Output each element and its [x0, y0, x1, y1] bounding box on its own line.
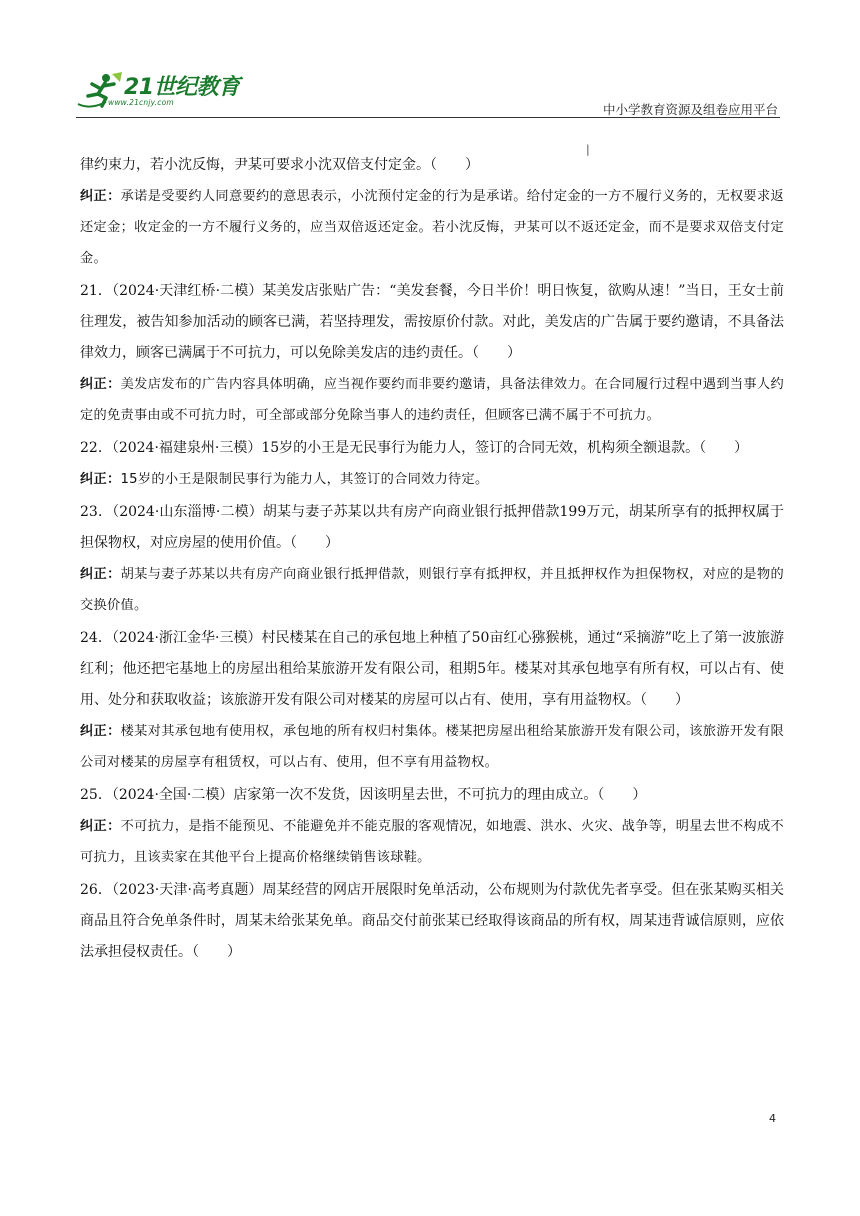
correction	[80, 464, 784, 495]
correction-text: 不可抗力，是指不能预见、不能避免并不能克服的客观情况，如地震、洪水、火灾、战争等，明星去世不构成不可抗力，且该卖家在其他平台上提高价格继续销售该球鞋。	[80, 819, 784, 865]
question-26: 26．（2023·天津·高考真题）周某经营的网店开展限时免单活动，公布规则为付款优先者享受。但在张某购买相关商品且符合免单条件时，周某未给张某免单。商品交付前张某已经取得该商品的所有权，周某违背诚信原则，应依法承担侵权责任。（ ）	[80, 882, 784, 960]
page-header	[76, 66, 780, 118]
correction	[80, 559, 784, 621]
question-22: 22．（2024·福建泉州·三模）15岁的小王是无民事行为能力人，签订的合同无效，机构须全额退款。（ ）	[80, 440, 749, 456]
question-text: 律约束力，若小沈反悔，尹某可要求小沈双倍支付定金。（ ）	[80, 157, 479, 173]
correction-text: 15岁的小王是限制民事行为能力人，其签订的合同效力待定。	[120, 472, 489, 487]
question-list	[80, 150, 784, 968]
question-23: 23．（2024·山东淄博·二模）胡某与妻子苏某以共有房产向商业银行抵押借款199万元，胡某所享有的抵押权属于担保物权，对应房屋的使用价值。（ ）	[80, 504, 784, 551]
correction-label: 纠正：	[80, 377, 121, 392]
correction-label: 纠正：	[80, 472, 121, 487]
correction-text: 承诺是受要约人同意要约的意思表示，小沈预付定金的行为是承诺。给付定金的一方不履行义务的，无权要求返还定金；收定金的一方不履行义务的，应当双倍返还定金。若小沈反悔，尹某可以不返还定金，而不是要求双倍支付定金。	[80, 189, 784, 266]
correction	[80, 181, 784, 274]
question-24: 24．（2024·浙江金华·三模）村民楼某在自己的承包地上种植了50亩红心猕猴桃，通过“采摘游”吃上了第一波旅游红利；他还把宅基地上的房屋出租给某旅游开发有限公司，租期5年。楼某对其承包地享有所有权，可以占有、使用、处分和获取收益；该旅游开发有限公司对楼某的房屋可以占有、使用，享有用益物权。（ ）	[80, 630, 784, 708]
question-25: 25．（2024·全国·二模）店家第一次不发货，因该明星去世，不可抗力的理由成立。（ ）	[80, 787, 647, 803]
logo-url: www.21cnjy.com	[108, 98, 174, 107]
platform-name: 中小学教育资源及组卷应用平台	[602, 102, 778, 117]
correction-text: 楼某对其承包地有使用权，承包地的所有权归村集体。楼某把房屋出租给某旅游开发有限公司，该旅游开发有限公司对楼某的房屋享有租赁权，可以占有、使用，但不享有用益物权。	[80, 724, 784, 770]
correction-text: 胡某与妻子苏某以共有房产向商业银行抵押借款，则银行享有抵押权，并且抵押权作为担保物权，对应的是物的交换价值。	[80, 567, 784, 613]
correction-label: 纠正：	[80, 189, 121, 204]
correction	[80, 369, 784, 431]
runner-icon	[76, 70, 124, 114]
site-logo[interactable]	[76, 66, 246, 118]
correction-text: 美发店发布的广告内容具体明确，应当视作要约而非要约邀请，具备法律效力。在合同履行过程中遇到当事人约定的免责事由或不可抗力时，可全部或部分免除当事人的违约责任，但顾客已满不属于不可抗力。	[80, 377, 784, 423]
correction-label: 纠正：	[80, 724, 121, 739]
correction	[80, 811, 784, 873]
correction	[80, 716, 784, 778]
tick-mark: |	[586, 143, 590, 156]
logo-text: 21世纪教育	[124, 75, 240, 100]
correction-label: 纠正：	[80, 567, 121, 582]
question-21: 21．（2024·天津红桥·二模）某美发店张贴广告：“美发套餐，今日半价！明日恢复，欲购从速！”当日，王女士前往理发，被告知参加活动的顾客已满，若坚持理发，需按原价付款。对此，美发店的广告属于要约邀请，不具备法律效力，顾客已满属于不可抗力，可以免除美发店的违约责任。（ ）	[80, 283, 784, 361]
correction-label: 纠正：	[80, 819, 121, 834]
page-number: 4	[769, 1112, 776, 1125]
header-divider	[76, 117, 780, 118]
